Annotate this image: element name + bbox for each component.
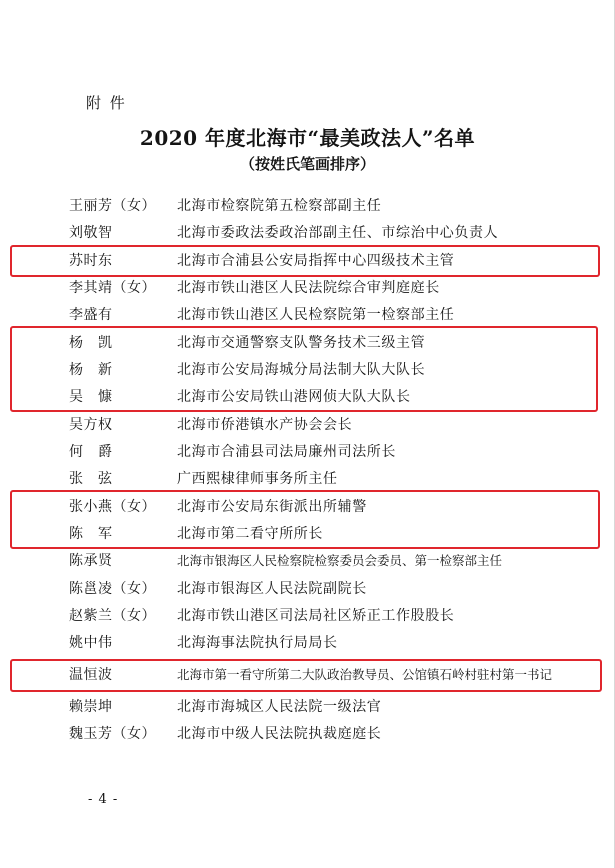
list-item	[69, 412, 589, 438]
list-item	[69, 275, 589, 301]
honoree-position: 北海市合浦县公安局指挥中心四级技术主管	[177, 253, 455, 269]
list-item	[69, 694, 589, 720]
list-item	[69, 302, 589, 328]
honoree-position: 北海市侨港镇水产协会会长	[177, 417, 353, 433]
honoree-position: 北海市海城区人民法院一级法官	[177, 699, 382, 715]
honoree-position: 北海市铁山港区人民法院综合审判庭庭长	[177, 280, 440, 296]
honoree-position: 北海市公安局铁山港网侦大队大队长	[177, 389, 411, 405]
honoree-name: 赵紫兰（女）	[69, 608, 156, 624]
document-subtitle: （按姓氏笔画排序）	[239, 155, 375, 173]
list-item	[69, 576, 589, 602]
attachment-label: 附 件	[86, 94, 127, 112]
honoree-name: 姚中伟	[69, 635, 113, 651]
honoree-name: 陈邕凌（女）	[69, 581, 156, 597]
list-item	[69, 548, 589, 574]
honoree-position: 北海市检察院第五检察部副主任	[177, 198, 382, 214]
page-number: - 4 -	[88, 792, 119, 807]
list-item	[69, 721, 589, 747]
honoree-position: 北海市第一看守所第二大队政治教导员、公馆镇石岭村驻村第一书记	[177, 667, 553, 682]
honoree-name: 温恒波	[69, 667, 113, 683]
honoree-name: 陈 军	[69, 526, 113, 542]
highlight-box	[10, 659, 602, 692]
highlight-box	[10, 326, 598, 412]
list-item	[69, 630, 589, 656]
honoree-name: 李盛有	[69, 307, 113, 323]
honoree-name: 何 爵	[69, 444, 113, 460]
list-item	[69, 220, 589, 246]
honoree-position: 北海市合浦县司法局廉州司法所长	[177, 444, 396, 460]
honoree-position: 北海市铁山港区司法局社区矫正工作股股长	[177, 608, 455, 624]
honoree-name: 张 弦	[69, 471, 113, 487]
honoree-name: 陈承贤	[69, 553, 113, 569]
honoree-position: 北海市银海区人民检察院检察委员会委员、第一检察部主任	[177, 553, 503, 568]
honoree-name: 李其靖（女）	[69, 280, 156, 296]
honoree-position: 广西熙棣律师事务所主任	[177, 471, 338, 487]
list-item	[69, 439, 589, 465]
honoree-position: 北海市公安局海城分局法制大队大队长	[177, 362, 426, 378]
honoree-name: 杨 凯	[69, 335, 113, 351]
list-item	[69, 193, 589, 219]
honoree-position: 北海市委政法委政治部副主任、市综治中心负责人	[177, 225, 499, 241]
honoree-name: 魏玉芳（女）	[69, 726, 156, 742]
honoree-position: 北海市银海区人民法院副院长	[177, 581, 367, 597]
highlight-box	[10, 245, 600, 277]
honoree-position: 北海市公安局东街派出所辅警	[177, 499, 367, 515]
honoree-name: 苏时东	[69, 253, 113, 269]
highlight-box	[10, 490, 600, 549]
honoree-name: 吴 慷	[69, 389, 113, 405]
honoree-name: 王丽芳（女）	[69, 198, 156, 214]
honoree-name: 赖崇坤	[69, 699, 113, 715]
document-title: 2020 年度北海市“最美政法人”名单	[139, 126, 476, 150]
honoree-position: 北海市交通警察支队警务技术三级主管	[177, 335, 426, 351]
honoree-position: 北海市铁山港区人民检察院第一检察部主任	[177, 307, 455, 323]
honoree-name: 张小燕（女）	[69, 499, 156, 515]
honoree-position: 北海市中级人民法院执裁庭庭长	[177, 726, 382, 742]
honoree-name: 刘敬智	[69, 225, 113, 241]
list-item	[69, 603, 589, 629]
honoree-name: 杨 新	[69, 362, 113, 378]
honoree-position: 北海海事法院执行局局长	[177, 635, 338, 651]
honoree-name: 吴方权	[69, 417, 113, 433]
honoree-position: 北海市第二看守所所长	[177, 526, 323, 542]
list-item	[69, 466, 589, 492]
